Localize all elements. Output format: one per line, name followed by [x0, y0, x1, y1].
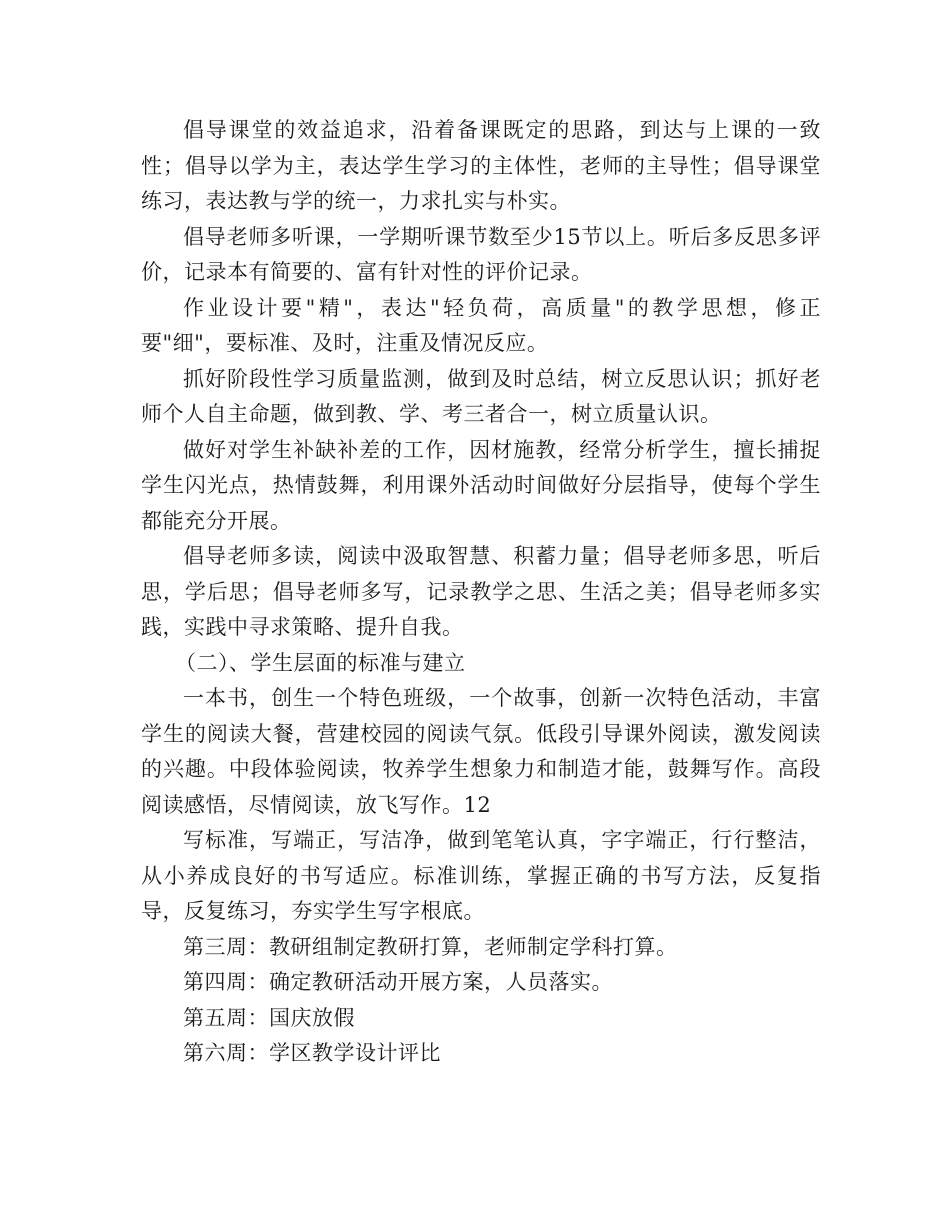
schedule-week-6: 第六周：学区教学设计评比 [183, 1041, 441, 1065]
paragraph-lesson-observation: 倡导老师多听课，一学期听课节数至少15节以上。听后多反思多评价，记录本有简要的、富有针对性的评价记录。 [141, 224, 821, 284]
paragraph-remedial-work: 做好对学生补缺补差的工作，因材施教，经常分析学生，擅长捕捉学生闪光点，热情鼓舞，利用课外活动时间做好分层指导，使每个学生都能充分开展。 [141, 437, 821, 533]
paragraph-writing-standards: 写标准，写端正，写洁净，做到笔笔认真，字字端正，行行整洁，从小养成良好的书写适应。标准训练，掌握正确的书写方法，反复指导，反复练习，夯实学生写字根底。 [141, 828, 821, 923]
paragraph-quality-monitoring: 抓好阶段性学习质量监测，做到及时总结，树立反思认识；抓好老师个人自主命题，做到教、学、考三者合一，树立质量认识。 [141, 366, 821, 426]
paragraph-reading-program: 一本书，创生一个特色班级，一个故事，创新一次特色活动，丰富学生的阅读大餐，营建校园的阅读气氛。低段引导课外阅读，激发阅读的兴趣。中段体验阅读，牧养学生想象力和制造才能，鼓舞写作。高段阅读感悟，尽情阅读，放飞写作。12 [141, 686, 821, 817]
paragraph-teacher-reading: 倡导老师多读，阅读中汲取智慧、积蓄力量；倡导老师多思，听后思，学后思；倡导老师多写，记录教学之思、生活之美；倡导老师多实践，实践中寻求策略、提升自我。 [141, 544, 821, 639]
paragraph-homework-design: 作业设计要"精"，表达"轻负荷，高质量"的教学思想，修正要"细"，要标准、及时，注重及情况反应。 [141, 295, 821, 355]
section-heading-student-level: （二）、学生层面的标准与建立 [175, 650, 466, 675]
schedule-week-3: 第三周：教研组制定教研打算，老师制定学科打算。 [183, 934, 678, 959]
schedule-week-4: 第四周：确定教研活动开展方案，人员落实。 [183, 970, 613, 994]
schedule-week-5: 第五周：国庆放假 [183, 1005, 355, 1030]
document-body [141, 113, 821, 1072]
paragraph-classroom-efficiency: 倡导课堂的效益追求，沿着备课既定的思路，到达与上课的一致性；倡导以学为主，表达学生学习的主体性，老师的主导性；倡导课堂练习，表达教与学的统一，力求扎实与朴实。 [141, 118, 821, 213]
